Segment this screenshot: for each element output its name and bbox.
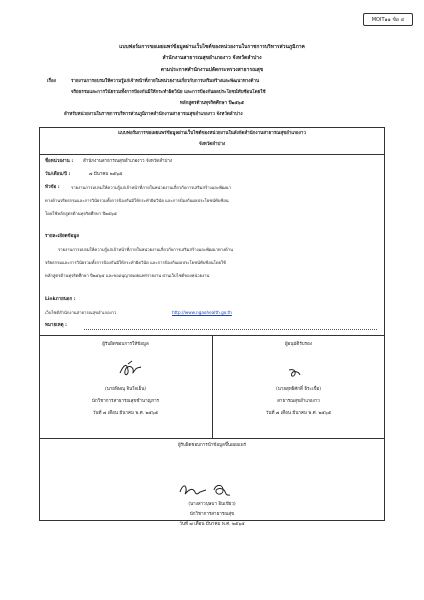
- topic-line-2: ทางด้านจริยธรรมและการวินัยรวมทั้งการป้องกันมิให้กระทำผิดวินัย และการป้องกันผลประโยชน์ทับซ้อน: [45, 198, 229, 203]
- signature-row-divider: [39, 438, 385, 439]
- header-line-1: แบบฟอร์มการขอเผยแพร่ข้อมูลผ่านเว็บไซต์ของหน่วยงานในราชการบริหารส่วนภูมิภาค: [119, 44, 305, 50]
- bottom-handwritten-signature: [178, 480, 242, 502]
- agency-value: สำนักงานสาธารณสุขอำเภองาว จังหวัดลำปาง: [83, 159, 173, 164]
- topic-line-3: โดยใช้หลักสูตรต้านทุจริตศึกษา ปี๒๕๖๕: [45, 211, 117, 216]
- left-signature-role: ผู้รับผิดชอบการให้ข้อมูล: [102, 342, 149, 347]
- document-code: MOIT๑๑ ข้อ ๔: [371, 16, 405, 23]
- document-code-badge: [363, 13, 413, 26]
- right-handwritten-signature: [287, 366, 303, 380]
- external-link-label: Linkภายนอก :: [45, 297, 76, 302]
- header-line-2: สำนักงานสาธารณสุขอำเภองาว จังหวัดลำปาง: [162, 55, 262, 61]
- right-signatory-name: (นายสุทธิศักดิ์ ธิระเขื่อ): [275, 387, 322, 392]
- date-value: ๗ มีนาคม ๒๕๖๕: [89, 172, 123, 177]
- left-signature-date: วันที่ ๗ เดือน มีนาคม พ.ศ. ๒๕๖๕: [92, 411, 159, 416]
- date-label: วัน/เดือน/ปี :: [45, 172, 71, 177]
- header-for-line: สำหรับหน่วยงานในราชการบริหารส่วนภูมิภาคสำนักงานสาธารณสุขอำเภองาว จังหวัดลำปาง: [64, 112, 243, 117]
- form-title-divider: [39, 154, 385, 155]
- right-signature-role: ผู้อนุมัติรับรอง: [285, 342, 312, 347]
- external-link[interactable]: http://www.ngaohealth.go.th: [172, 310, 232, 315]
- left-handwritten-signature: [118, 359, 144, 381]
- detail-line-1: รายงานการอบรมให้ความรู้แก่เจ้าหน้าที่ภายในหน่วยงานเกี่ยวกับการเสริมสร้างและพัฒนาทางด้าน: [58, 247, 233, 252]
- topic-line-1: รายงานการอบรมให้ความรู้แก่เจ้าหน้าที่ภายในหน่วยงานเกี่ยวกับการเสริมสร้างและพัฒนา: [71, 185, 231, 190]
- detail-line-3: หลักสูตรต้านทุจริตศึกษา ปี๒๕๖๕ และขออนุญาตเผยแพร่รายงาน ผ่านเว็บไซต์ของหน่วยงาน: [45, 273, 210, 278]
- left-signatory-position: นักวิชาการสาธารณสุขชำนาญการ: [91, 399, 160, 404]
- bottom-signatory-position: นักวิชาการสาธารณสุข: [189, 512, 235, 517]
- form-title-line-2: จังหวัดลำปาง: [198, 142, 226, 147]
- bottom-signature-role: ผู้รับผิดชอบการนำข้อมูลขึ้นเผยแพร่: [177, 443, 247, 448]
- right-signatory-position: สาธารณสุขอำเภองาว: [277, 399, 320, 404]
- bottom-signatory-name: (นางสาวบุษบา อินเขียว): [188, 502, 236, 507]
- subject-text: รายงานการอบรมให้ความรู้แก่เจ้าหน้าที่ภายในหน่วยงานเกี่ยวกับการเสริมสร้างและพัฒนาทางด้าน: [71, 79, 260, 84]
- note-dotted-line: [84, 329, 377, 330]
- subject-label: เรื่อง: [47, 79, 56, 84]
- right-signature-date: วันที่ ๗ เดือน มีนาคม พ.ศ. ๒๕๖๕: [265, 411, 332, 416]
- form-title-line-1: แบบฟอร์มการขอเผยแพร่ข้อมูลผ่านเว็บไซต์ของหน่วยงานในสังกัดสำนักงานสาธารณสุขอำเภองาว: [118, 131, 306, 136]
- left-signatory-name: (นายพิษณุ จินใจเย็น): [104, 387, 147, 392]
- bottom-signature-date: วันที่ ๗ เดือน มีนาคม พ.ศ. ๒๕๖๕: [179, 522, 245, 527]
- note-label: หมายเหตุ :: [45, 323, 67, 328]
- topic-label: หัวข้อ :: [45, 185, 60, 190]
- detail-line-2: จริยธรรมและการวินัยรวมทั้งการป้องกันมิให้กระทำผิดวินัย และการป้องกันผลประโยชน์ทับซ้อนโดยใช้: [45, 260, 226, 265]
- agency-label: ชื่อหน่วยงาน :: [45, 159, 74, 164]
- signature-column-divider: [212, 335, 213, 438]
- subject-line-3: หลักสูตรต้านทุจริตศึกษา ปี๒๕๖๕: [179, 101, 245, 106]
- header-line-3: ตามประกาศสำนักงานปลัดกระทรวงสาธารณสุข: [160, 67, 264, 73]
- external-link-prefix: เว็บไซต์สำนักงานสาธารณสุขอำเภองาว: [45, 310, 117, 315]
- subject-line-2: จริยธรรมและการวินัยรวมทั้งการป้องกันมิให้กระทำผิดวินัย และการป้องกันผลประโยชน์ทับซ้อนโดยใช้: [71, 90, 266, 95]
- detail-label: รายละเอียดข้อมูล: [45, 234, 80, 239]
